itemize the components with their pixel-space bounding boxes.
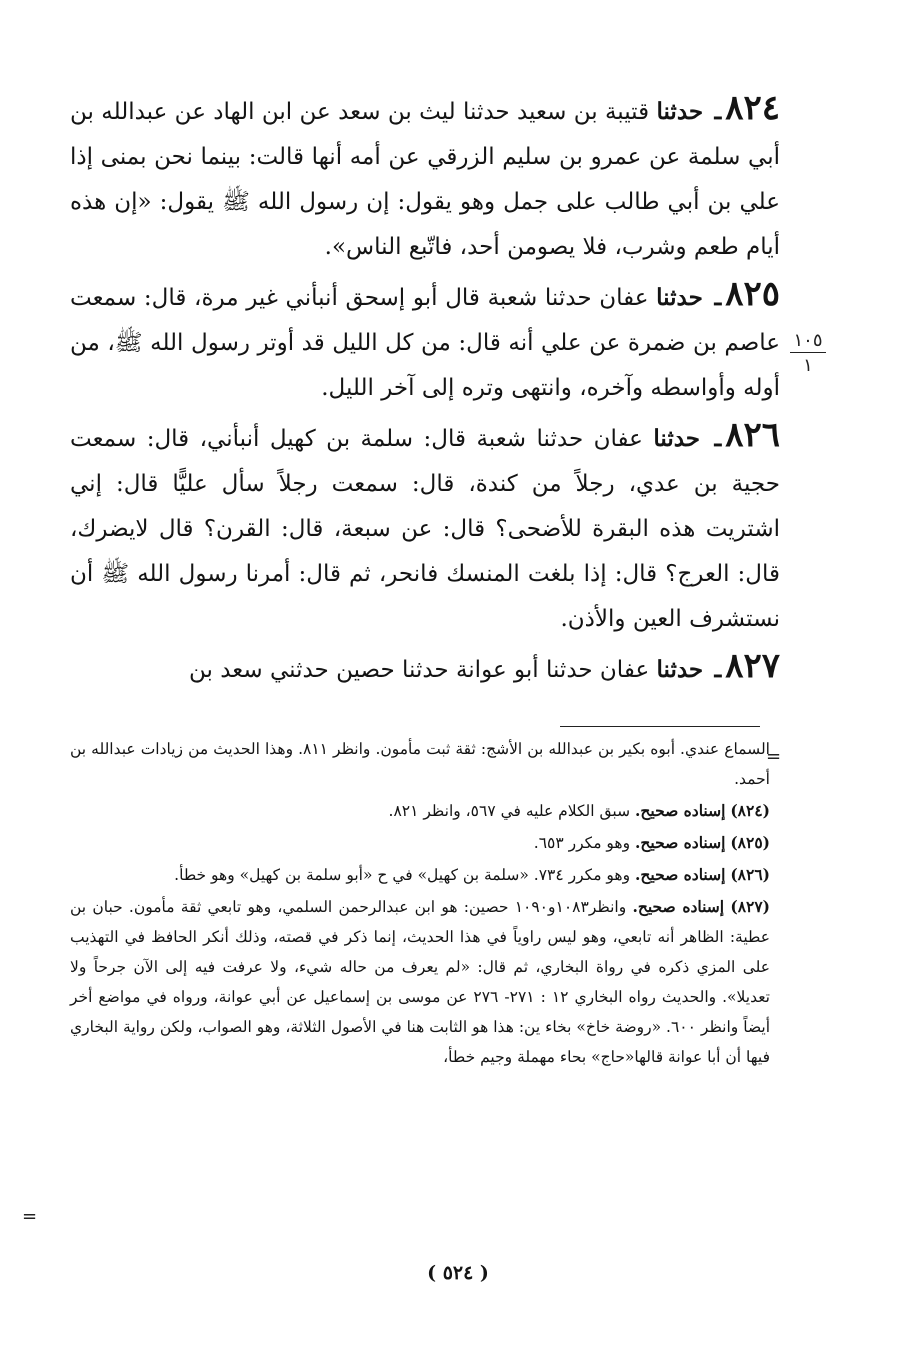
hadith-number: ٨٢٥ (725, 274, 780, 314)
hadith-body: عفان حدثنا شعبة قال: سلمة بن كهيل أنبأني، قال: سمعت حجية بن عدي، رجلاً من كندة، قال: سمعت رجلاً سأل عليًّا قال: إني اشتريت هذه البقرة للأضحى؟ قال: عن سبعة، قال: القرن؟ قال لايضرك، قال: العرج؟ قال: إذا بلغت المنسك فانحر، ثم قال: أمرنا رسول الله ﷺ أن نستشرف العين والأذن. (70, 426, 780, 632)
margin-ref-volume: ١٠٥ (790, 330, 826, 353)
hadith-number: ٨٢٧ (725, 646, 780, 686)
margin-reference (790, 330, 826, 376)
footnote-text: سبق الكلام عليه في ٥٦٧، وانظر ٨٢١. (388, 802, 631, 820)
footnote-verdict: إسناده صحيح. (635, 833, 726, 852)
footnote-intro: السماع عندي. أبوه بكير بن عبدالله بن الأشج: ثقة ثبت مأمون. وانظر ٨١١. وهذا الحديث من زيادات عبدالله بن أحمد. (70, 740, 770, 788)
hadith-body: قتيبة بن سعيد حدثنا ليث بن سعد عن ابن الهاد عن عبدالله بن أبي سلمة عن عمرو بن سليم الزرقي عن أمه أنها قالت: بينما نحن بمنى إذا علي بن أبي طالب على جمل وهو يقول: إن رسول الله ﷺ يقول: «إن هذه أيام طعم وشرب، فلا يصومن أحد، فاتّبع الناس». (70, 99, 780, 260)
hadith-824: ٨٢٤ـ حدثنا قتيبة بن سعيد حدثنا ليث بن سعد عن ابن الهاد عن عبدالله بن أبي سلمة عن عمرو بن سليم الزرقي عن أمه أنها قالت: بينما نحن بمنى إذا علي بن أبي طالب على جمل وهو يقول: إن رسول الله ﷺ يقول: «إن هذه أيام طعم وشرب، فلا يصومن أحد، فاتّبع الناس». (70, 88, 781, 260)
footnote-825 (70, 828, 770, 858)
hadith-text-block (70, 86, 780, 695)
continuation-mark-bottom: = (22, 1206, 38, 1227)
footnote-number: (٨٢٤) (730, 801, 770, 820)
hadith-827: ٨٢٧ـ حدثنا عفان حدثنا أبو عوانة حدثنا حصين حدثني سعد بن (188, 646, 780, 686)
footnote-827 (70, 892, 770, 1072)
footnote-826 (70, 860, 770, 890)
hadith-body: عفان حدثنا أبو عوانة حدثنا حصين حدثني سعد بن (188, 657, 650, 683)
footnotes (70, 734, 770, 1074)
footnote-number: (٨٢٦) (730, 865, 770, 884)
hadith-lead: حدثنا (656, 284, 703, 311)
footnote-separator (560, 726, 760, 727)
hadith-number: ٨٢٤ (725, 88, 781, 128)
margin-ref-page: ١ (803, 355, 813, 376)
hadith-lead: حدثنا (656, 98, 704, 125)
footnote-verdict: إسناده صحيح. (635, 865, 726, 884)
hadith-lead: حدثنا (656, 656, 704, 683)
footnote-text: وانظر١٠٨٣و١٠٩٠ حصين: هو ابن عبدالرحمن السلمي، وهو تابعي ثقة مأمون. حبان بن عطية: الظاهر أنه تابعي، وهو ليس راوياً في هذا الحديث، إنما ذكر في قصته، وذلك أنكر الحافظ في التهذيب على المزي ذكره في رواة البخاري، ثم قال: «لم يعرف من حاله شيء، ولا عرفت فيه إلى الآن جرحاً ولا تعديلا». والحديث رواه البخاري ١٢ : ٢٧١- ٢٧٦ عن موسى بن إسماعيل عن أبي عوانة، ورواه في مواضع أخر أيضاً وانظر ٦٠٠. «روضة خاخ» بخاء ين: هذا هو الثابت هنا في الأصول الثلاثة، وهو الصواب، ولكن رواية البخاري فيها أن أبا عوانة قالها«حاج» بحاء مهملة وجيم خطأ، (70, 898, 771, 1066)
footnote-text: وهو مكرر ٧٣٤. «سلمة بن كهيل» في ح «أبو سلمة بن كهيل» وهو خطأ. (174, 866, 631, 884)
footnote-text: وهو مكرر ٦٥٣. (533, 834, 631, 852)
hadith-lead: حدثنا (653, 425, 701, 452)
footnote-verdict: إسناده صحيح. (635, 801, 726, 820)
footnote-824 (70, 796, 770, 826)
footnote-verdict: إسناده صحيح. (632, 897, 725, 916)
footnote-number: (٨٢٥) (730, 833, 770, 852)
page-number: ( ٥٢٤ ) (427, 1262, 489, 1284)
hadith-825: ٨٢٥ـ حدثنا عفان حدثنا شعبة قال أبو إسحق أنبأني غير مرة، قال: سمعت عاصم بن ضمرة عن علي أنه قال: من كل الليل قد أوتر رسول الله ﷺ، من أوله وأواسطه وآخره، وانتهى وتره إلى آخر الليل. (70, 274, 780, 401)
hadith-826: ٨٢٦ـ حدثنا عفان حدثنا شعبة قال: سلمة بن كهيل أنبأني، قال: سمعت حجية بن عدي، رجلاً من كندة، قال: سمعت رجلاً سأل عليًّا قال: إني اشتريت هذه البقرة للأضحى؟ قال: عن سبعة، قال: القرن؟ قال لايضرك، قال: العرج؟ قال: إذا بلغت المنسك فانحر، ثم قال: أمرنا رسول الله ﷺ أن نستشرف العين والأذن. (70, 415, 781, 632)
footnote-number: (٨٢٧) (730, 897, 771, 916)
hadith-number: ٨٢٦ (725, 415, 781, 455)
continuation-mark-top: = (766, 746, 782, 767)
hadith-body: عفان حدثنا شعبة قال أبو إسحق أنبأني غير مرة، قال: سمعت عاصم بن ضمرة عن علي أنه قال: من كل الليل قد أوتر رسول الله ﷺ، من أوله وأواسطه وآخره، وانتهى وتره إلى آخر الليل. (70, 285, 780, 401)
